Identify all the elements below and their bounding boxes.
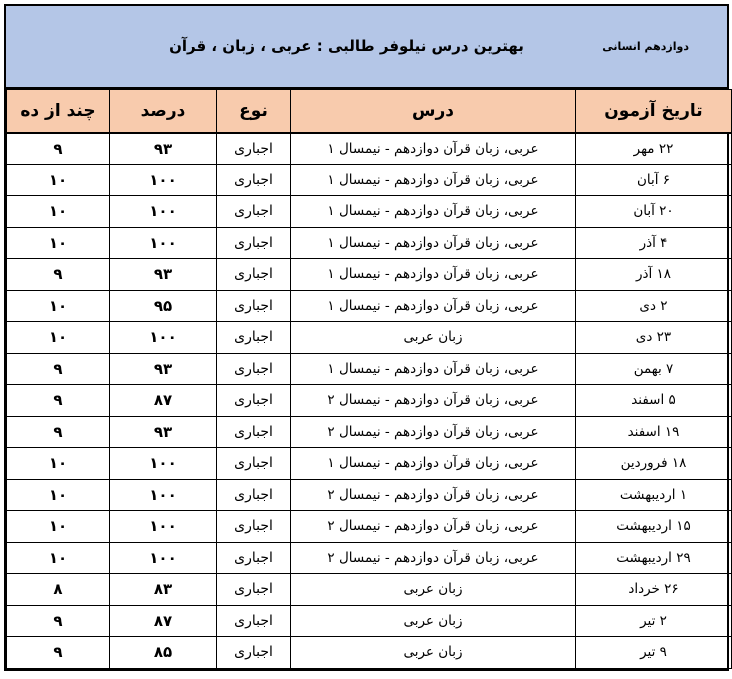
percent-cell: ۱۰۰ [110,542,217,574]
course-cell: عربی، زبان قرآن دوازدهم - نیمسال ۱ [291,133,576,165]
type-cell: اجباری [217,385,291,417]
score-cell: ۹ [7,133,110,165]
score-cell: ۹ [7,259,110,291]
grade-label: دوازدهم انسانی [602,40,689,53]
percent-cell: ۹۳ [110,416,217,448]
course-cell: زبان عربی [291,322,576,354]
percent-cell: ۸۵ [110,637,217,669]
percent-cell: ۹۳ [110,353,217,385]
score-cell: ۹ [7,637,110,669]
date-cell: ۱ اردیبهشت [576,479,732,511]
date-cell: ۱۹ اسفند [576,416,732,448]
type-cell: اجباری [217,542,291,574]
table-row [7,164,732,196]
score-cell: ۱۰ [7,542,110,574]
table-row [7,133,732,165]
table-row [7,637,732,669]
course-cell: عربی، زبان قرآن دوازدهم - نیمسال ۱ [291,259,576,291]
score-cell: ۱۰ [7,290,110,322]
course-cell: عربی، زبان قرآن دوازدهم - نیمسال ۱ [291,227,576,259]
table-row [7,479,732,511]
date-cell: ۷ بهمن [576,353,732,385]
course-cell: عربی، زبان قرآن دوازدهم - نیمسال ۲ [291,416,576,448]
course-cell: زبان عربی [291,637,576,669]
type-cell: اجباری [217,605,291,637]
course-cell: عربی، زبان قرآن دوازدهم - نیمسال ۱ [291,196,576,228]
score-cell: ۹ [7,605,110,637]
date-cell: ۲۹ اردیبهشت [576,542,732,574]
date-cell: ۱۵ اردیبهشت [576,511,732,543]
table-row [7,196,732,228]
date-cell: ۲۳ دی [576,322,732,354]
table-row [7,385,732,417]
type-cell: اجباری [217,133,291,165]
type-cell: اجباری [217,574,291,606]
date-cell: ۱۸ فروردین [576,448,732,480]
score-cell: ۱۰ [7,511,110,543]
table-header-row [7,90,732,133]
table-row [7,259,732,291]
score-cell: ۸ [7,574,110,606]
type-cell: اجباری [217,637,291,669]
date-cell: ۲۰ آبان [576,196,732,228]
score-cell: ۹ [7,385,110,417]
percent-cell: ۸۳ [110,574,217,606]
score-cell: ۱۰ [7,448,110,480]
percent-cell: ۸۷ [110,605,217,637]
report-card [4,4,729,671]
date-cell: ۱۸ آذر [576,259,732,291]
date-cell: ۹ تیر [576,637,732,669]
column-header-score: چند از ده [7,90,110,133]
type-cell: اجباری [217,448,291,480]
percent-cell: ۱۰۰ [110,479,217,511]
course-cell: عربی، زبان قرآن دوازدهم - نیمسال ۲ [291,385,576,417]
type-cell: اجباری [217,259,291,291]
score-cell: ۱۰ [7,164,110,196]
percent-cell: ۹۵ [110,290,217,322]
score-cell: ۱۰ [7,322,110,354]
title-bar [6,6,727,89]
table-row [7,605,732,637]
type-cell: اجباری [217,164,291,196]
column-header-percent: درصد [110,90,217,133]
type-cell: اجباری [217,416,291,448]
table-row [7,542,732,574]
score-cell: ۹ [7,353,110,385]
date-cell: ۶ آبان [576,164,732,196]
score-cell: ۹ [7,416,110,448]
type-cell: اجباری [217,353,291,385]
course-cell: عربی، زبان قرآن دوازدهم - نیمسال ۱ [291,448,576,480]
type-cell: اجباری [217,227,291,259]
table-body [7,133,732,669]
page-title: بهترین درس نیلوفر طالبی : عربی ، زبان ، قرآن [169,37,524,55]
score-cell: ۱۰ [7,227,110,259]
percent-cell: ۱۰۰ [110,511,217,543]
percent-cell: ۱۰۰ [110,196,217,228]
table-row [7,322,732,354]
course-cell: عربی، زبان قرآن دوازدهم - نیمسال ۲ [291,479,576,511]
table-row [7,511,732,543]
percent-cell: ۱۰۰ [110,164,217,196]
percent-cell: ۱۰۰ [110,227,217,259]
table-row [7,416,732,448]
type-cell: اجباری [217,290,291,322]
course-cell: زبان عربی [291,574,576,606]
course-cell: عربی، زبان قرآن دوازدهم - نیمسال ۱ [291,290,576,322]
score-cell: ۱۰ [7,196,110,228]
course-cell: زبان عربی [291,605,576,637]
course-cell: عربی، زبان قرآن دوازدهم - نیمسال ۲ [291,511,576,543]
percent-cell: ۱۰۰ [110,448,217,480]
course-cell: عربی، زبان قرآن دوازدهم - نیمسال ۱ [291,353,576,385]
date-cell: ۴ آذر [576,227,732,259]
date-cell: ۵ اسفند [576,385,732,417]
percent-cell: ۸۷ [110,385,217,417]
table-row [7,448,732,480]
course-cell: عربی، زبان قرآن دوازدهم - نیمسال ۱ [291,164,576,196]
date-cell: ۲۶ خرداد [576,574,732,606]
results-table [6,89,732,669]
column-header-date: تاریخ آزمون [576,90,732,133]
score-cell: ۱۰ [7,479,110,511]
type-cell: اجباری [217,322,291,354]
type-cell: اجباری [217,196,291,228]
column-header-type: نوع [217,90,291,133]
table-row [7,227,732,259]
percent-cell: ۱۰۰ [110,322,217,354]
percent-cell: ۹۳ [110,133,217,165]
table-row [7,353,732,385]
type-cell: اجباری [217,511,291,543]
column-header-course: درس [291,90,576,133]
date-cell: ۲۲ مهر [576,133,732,165]
date-cell: ۲ دی [576,290,732,322]
percent-cell: ۹۳ [110,259,217,291]
course-cell: عربی، زبان قرآن دوازدهم - نیمسال ۲ [291,542,576,574]
date-cell: ۲ تیر [576,605,732,637]
table-row [7,290,732,322]
table-row [7,574,732,606]
type-cell: اجباری [217,479,291,511]
